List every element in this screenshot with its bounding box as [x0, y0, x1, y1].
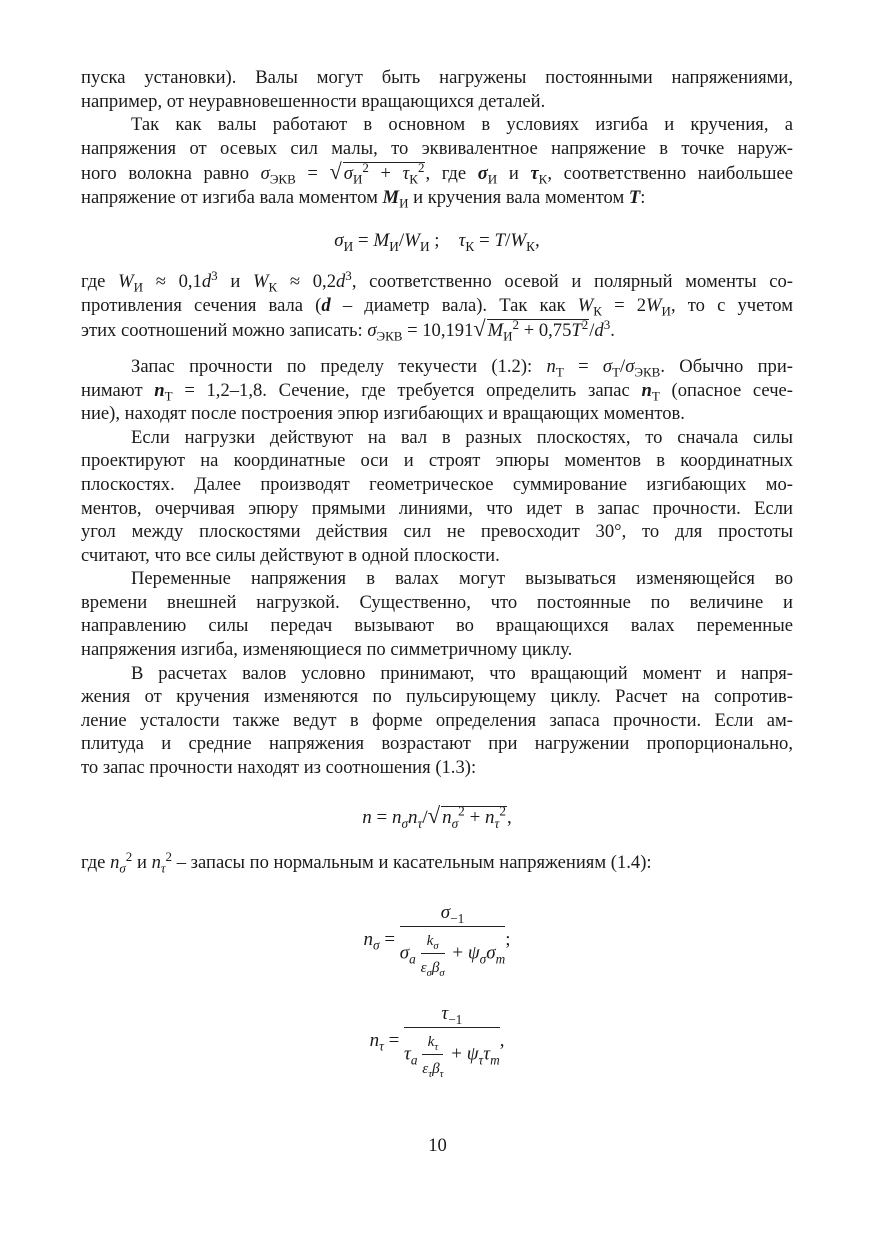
- formula-bending-torsion-stresses: $\sigma_И = M_И/W_И$ ; $\tau_К = T/W_К$,: [334, 229, 540, 254]
- text-column: пуска установки). Валы могут быть нагружены постоянными напряжениями, например, от неуравновешенности вращающихся деталей. Так как валы работают в основном в условиях изгиба и кручения, а напряжения от осевых сил малы, то эквивалентное напряжение в точке наруж- ного волокна равно $\sigma_{ЭКВ}$ = √ $\sigma_И^2 + \tau_К^2$, где $\sigma_И$ и $\tau_К$, соответственно наибольшее напряжение от изгиба вала моментом $M_И$ и кручения вала моментом T: $\sigma_И = M_И/W_И$ ; $\tau_К = T/W_К$, где $W_И \approx 0,1d^3$ и $W_К \approx 0,2d^3$, соответственно осевой и полярный моменты со- противления сечения вала (d – диаметр вала). Так как $W_К = 2W_И$, то с учетом этих соотношений можно записать: $\sigma_{ЭКВ} = 10,191√$ $M_И^2 + 0,75T^2/d^3$. Запас прочности по пределу текучести (1.2): $n_Т = \sigma_Т/\sigma_{ЭКВ}$. Обычно при- нимают $n_Т = 1,2-1,8$. Сечение, где требуется определить запас $n_Т$ (опасное сече- ние), находят после построения эпюр изгибающих и вращающих моментов. Если нагрузки действуют на вал в разных плоскостях, то сначала силы проектируют на координатные оси и строят эпюры моментов в координатных плоскостях. Далее производят геометрическое суммирование изгибающих мо- ментов, очерчивая эпюру прямыми линиями, что идет в запас прочности. Если угол между плоскостями действия сил не превосходит 30°, то для простоты считают, что все силы действуют в одной плоскости. Переменные напряжения в валах могут вызываться изменяющейся во времени внешней нагрузкой. Существенно, что постоянные по величине и направлению силы передач вызывают во вращающихся валах переменные напряжения изгиба, изменяющиеся по симметричному циклу. В расчетах валов условно принимают, что вращающий момент и напря- жения от кручения изменяются по пульсирующему циклу. Расчет на сопротив- ление усталости также ведут в форме определения запаса прочности. Если ам- плитуда и средние напряжения возрастают при нагружении пропорционально, то запас прочности находят из соотношения (1.3): $n = n_\sigma n_\tau/√$ $n_\sigma^2 + n_\tau^2$, где $n_\sigma^2$ и $n_\tau^2$ – запасы по нормальным и касательным напряжениям (1.4): $n_\sigma$ = $\sigma_{-1}$ $\sigma_a$ $\frac{k_\sigma}{\varepsilon_\sigma\beta_\sigma}$ + $\psi_\sigma\sigma_m$ ; $n_\tau$ = $\tau_{-1}$ $\tau_a$ $\frac{k_\tau}{\varepsilon_\tau\beta_\tau}$ + $\psi_\tau\tau_m$ ,: [81, 67, 793, 1080]
- paragraph-6: Переменные напряжения в валах могут вызываться изменяющейся во: [131, 568, 793, 590]
- page-number: 10: [428, 1135, 447, 1156]
- paragraph-7: В расчетах валов условно принимают, что вращающий момент и напря-: [131, 662, 793, 684]
- paragraph-5: Если нагрузки действуют на вал в разных плоскостях, то сначала силы: [131, 426, 793, 448]
- sigma-ekv-inline-formula: ного волокна равно $\sigma_{ЭКВ}$ = √ $\sigma_И^2 + \tau_К^2$, где $\sigma_И$ и $\tau_К$, соответственно наибольшее: [81, 159, 793, 188]
- sigma-ekv-formula: этих соотношений можно записать: $\sigma_{ЭКВ} = 10,191√$ $M_И^2 + 0,75T^2/d^3$.: [81, 316, 615, 345]
- formula-n-sigma: $n_\sigma$ = $\sigma_{-1}$ $\sigma_a$ $\frac{k_\sigma}{\varepsilon_\sigma\beta_\sigma}$ + $\psi_\sigma\sigma_m$ ;: [363, 901, 511, 980]
- formula-n-tau: $n_\tau$ = $\tau_{-1}$ $\tau_a$ $\frac{k_\tau}{\varepsilon_\tau\beta_\tau}$ + $\psi_\tau\tau_m$ ,: [369, 1002, 505, 1080]
- formula-safety-factor: $n = n_\sigma n_\tau/√$ $n_\sigma^2 + n_\tau^2$,: [362, 802, 512, 831]
- paragraph-1: пуска установки). Валы могут быть нагружены постоянными напряжениями,: [81, 67, 793, 88]
- paragraph-3: где $W_И \approx 0,1d^3$ и $W_К \approx 0,2d^3$, соответственно осевой и полярный моменты со-: [81, 267, 793, 295]
- paragraph-2: Так как валы работают в основном в условиях изгиба и кручения, а: [131, 114, 793, 136]
- paragraph-8: где $n_\sigma^2$ и $n_\tau^2$ – запасы по нормальным и касательным напряжениям (1.4):: [81, 849, 652, 876]
- paragraph-4: Запас прочности по пределу текучести (1.2): $n_Т = \sigma_Т/\sigma_{ЭКВ}$. Обычно при-: [131, 355, 793, 380]
